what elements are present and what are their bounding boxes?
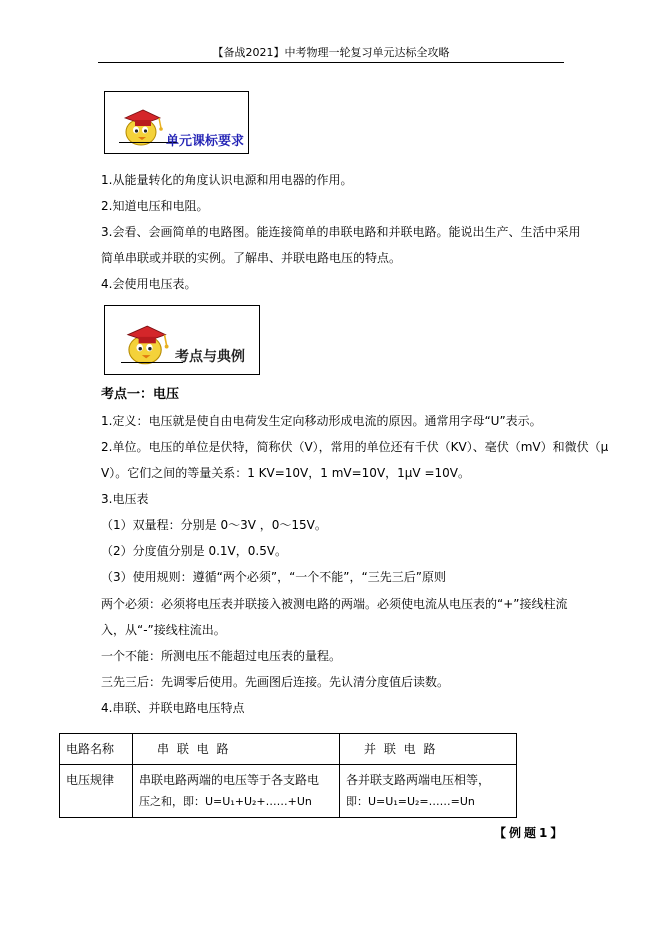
table-header-row (60, 734, 517, 765)
table-header-cell: 串 联 电 路 (133, 734, 340, 765)
table-header-cell: 并 联 电 路 (340, 734, 517, 765)
unit-line: 2.单位。电压的单位是伏特，简称伏（V），常用的单位还有千伏（KV）、毫伏（mV）和微伏（μ (101, 440, 609, 454)
range-line: （1）双量程：分别是 0～3V ，0～15V。 (101, 518, 327, 532)
must-line-cont: 入，从“-”接线柱流出。 (101, 623, 226, 637)
badge-underline (121, 362, 183, 363)
circuit-voltage-heading: 4.串联、并联电路电压特点 (101, 701, 245, 715)
table-row (60, 765, 517, 818)
requirement-3-cont: 简单串联或并联的实例。了解串、并联电路电压的特点。 (101, 251, 402, 265)
circuit-voltage-table (59, 733, 517, 818)
rules-line: （3）使用规则：遵循“两个必须”，“一个不能”，“三先三后”原则 (101, 570, 446, 584)
definition-line: 1.定义：电压就是使自由电荷发生定向移动形成电流的原因。通常用字母“U”表示。 (101, 414, 542, 428)
badge-title: 考点与典例 (175, 349, 245, 365)
graduate-chick-icon (117, 311, 171, 367)
badge-unit-requirements (104, 91, 249, 154)
parallel-rule-cell (340, 765, 517, 818)
requirement-4: 4.会使用电压表。 (101, 277, 197, 291)
example-tag: 【例题1】 (494, 826, 566, 840)
badge-title: 单元课标要求 (166, 134, 245, 149)
parallel-rule-formula: 即：U=U₁=U₂=……=Un (346, 795, 475, 808)
section-heading: 考点一：电压 (101, 387, 180, 402)
must-line: 两个必须：必须将电压表并联接入被测电路的两端。必须使电流从电压表的“+”接线柱流 (101, 597, 568, 611)
graduate-chick-icon (115, 96, 165, 148)
series-rule-formula: 压之和，即：U=U₁+U₂+……+Un (139, 795, 312, 808)
cannot-line: 一个不能：所测电压不能超过电压表的量程。 (101, 649, 342, 663)
table-header-cell: 电路名称 (60, 734, 133, 765)
badge-key-points (104, 305, 260, 375)
requirement-1: 1.从能量转化的角度认识电源和用电器的作用。 (101, 173, 353, 187)
division-line: （2）分度值分别是 0.1V，0.5V。 (101, 544, 288, 558)
voltmeter-heading: 3.电压表 (101, 492, 149, 506)
series-rule-text: 串联电路两端的电压等于各支路电 (139, 773, 320, 787)
page-header: 【备战2021】中考物理一轮复习单元达标全攻略 (98, 44, 564, 63)
parallel-rule-text: 各并联支路两端电压相等， (346, 773, 491, 787)
three-first-line: 三先三后：先调零后使用。先画图后连接。先认清分度值后读数。 (101, 675, 450, 689)
requirement-3: 3.会看、会画简单的电路图。能连接简单的串联电路和并联电路。能说出生产、生活中采用 (101, 225, 581, 239)
unit-line-cont: V）。它们之间的等量关系：1 KV=10V，1 mV=10V，1μV =10V。 (101, 466, 470, 480)
requirement-2: 2.知道电压和电阻。 (101, 199, 209, 213)
table-row-label: 电压规律 (60, 765, 133, 818)
series-rule-cell (133, 765, 340, 818)
